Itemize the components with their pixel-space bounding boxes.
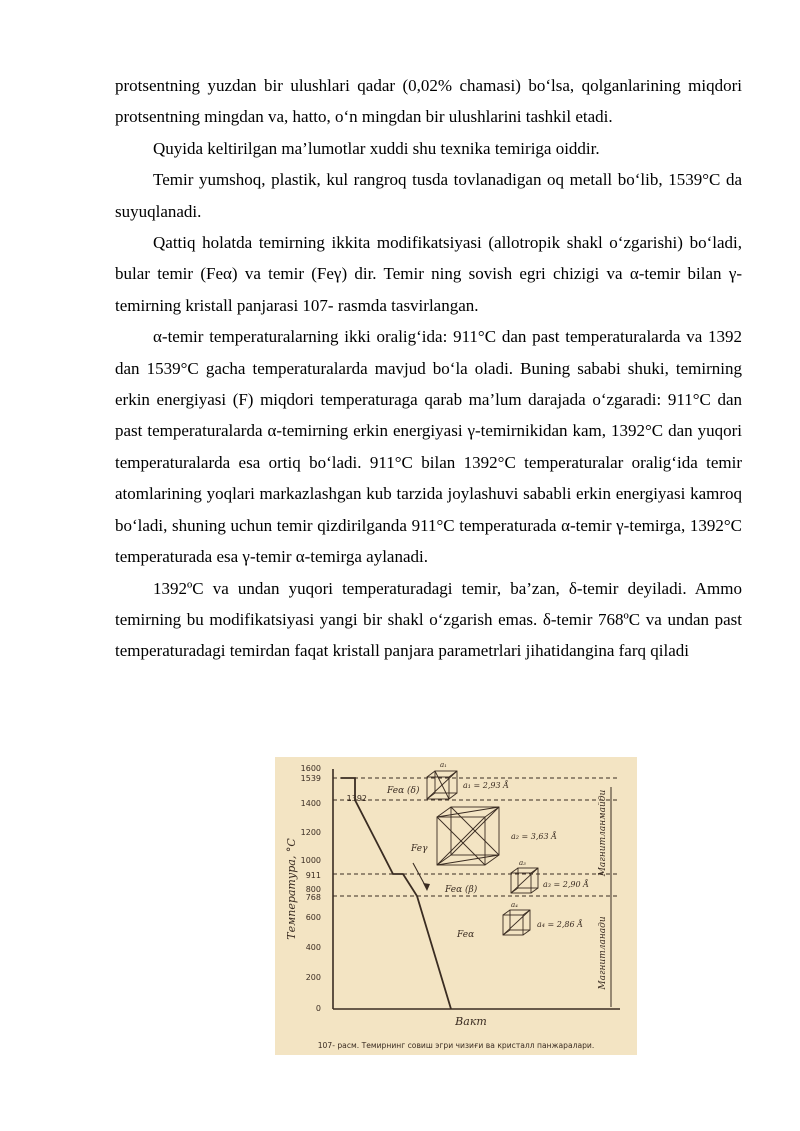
cube-tag: a₃ (519, 859, 526, 867)
lattice-label: a₂ = 3,63 Å (511, 832, 557, 841)
phase-label: Feγ (411, 844, 428, 854)
y-tick-label: 600 (305, 913, 321, 922)
cooling-curve-chart (275, 757, 637, 1055)
cube-tag: a₁ (440, 761, 447, 769)
y-tick-label: 800 (305, 885, 321, 894)
figure-107 (275, 757, 637, 1055)
right-label-bottom: Магнитланади (598, 916, 608, 990)
y-tick-label: 768 (305, 893, 321, 902)
paragraph-6: 1392ºC va undan yuqori temperaturadagi temir, ba’zan, δ-temir deyiladi. Ammo temirning bu modifikatsiyasi yangi bir shakl o‘zgarish emas. δ-temir 768ºC va undan past temperaturadagi temirdan faqat kristall panjara parametrlari jihatidangina farq qiladi (115, 578, 742, 661)
lattice-cube-3 (511, 868, 538, 893)
phase-labels (386, 785, 478, 940)
y-tick-label: 200 (305, 973, 321, 982)
lattice-label: a₁ = 2,93 Å (463, 781, 509, 790)
y-tick-label: 0 (315, 1004, 321, 1013)
body-text (115, 70, 742, 667)
lattice-label: a₄ = 2,86 Å (537, 920, 583, 929)
right-label-top: Магнитланмайди (598, 789, 608, 877)
paragraph-1: protsentning yuzdan bir ulushlari qadar (0,02% chamasi) bo‘lsa, qolganlarining miqdori protsentning mingdan va, hatto, o‘n mingdan bir ulushlarini tashkil etadi. (115, 76, 742, 127)
lattice-cube-4 (503, 910, 530, 935)
cooling-curve (341, 778, 451, 1009)
y-tick-label: 400 (305, 943, 321, 952)
y-axis-label: Температура, °С (285, 838, 298, 940)
paragraph-2: Quyida keltirilgan ma’lumotlar xuddi shu texnika temiriga oiddir. (153, 138, 600, 158)
x-axis-label: Вакт (455, 1015, 487, 1028)
y-tick-label: 1539 (300, 774, 321, 783)
arrow-head (423, 883, 430, 891)
phase-label: Feα (457, 930, 475, 940)
paragraph-3: Temir yumshoq, plastik, kul rangroq tusda tovlanadigan oq metall bo‘lib, 1539°C da suyuqlanadi. (115, 170, 742, 221)
y-tick-labels (301, 764, 367, 1013)
cube-tag: a₄ (511, 901, 518, 909)
phase-label: Feα (δ) (387, 786, 420, 796)
y-tick-label: 1000 (300, 856, 321, 865)
y-tick-label: 1400 (300, 799, 321, 808)
lattice-cube-2 (437, 807, 499, 865)
y-tick-label: 911 (305, 871, 321, 880)
figure-caption: 107- расм. Темирнинг совиш эгри чизиғи ва кристалл панжаралари. (317, 1041, 595, 1050)
lattice-cube-1 (427, 771, 457, 799)
paragraph-5: α-temir temperaturalarning ikki oralig‘ida: 911°C dan past temperaturalarda va 1392 dan 1539°C gacha temperaturalarda mavjud bo‘la oladi. Buning sababi shuki, temirning erkin energiyasi (F) miqdori temperaturaga qarab ma’lum darajada o‘zgaradi: 911°C dan past temperaturalarda α-temirning erkin energiyasi γ-temirnikidan kam, 1392°C dan yuqori temperaturalarda esa ortiq bo‘ladi. 911°C bilan 1392°C temperaturalar oralig‘ida temir atomlarining yoqlari markazlashgan kub tarzida joylashuvi sababli erkin energiyasi kamroq bo‘ladi, shuning uchun temir qizdirilganda 911°C temperaturada α-temir γ-temirga, 1392°C temperaturada esa γ-temir α-temirga aylanadi. (115, 327, 742, 567)
phase-label: Feα (β) (445, 885, 478, 895)
lattice-label: a₃ = 2,90 Å (543, 880, 589, 889)
paragraph-4: Qattiq holatda temirning ikkita modifikatsiyasi (allotropik shakl o‘zgarishi) bo‘ladi, bular temir (Feα) va temir (Feγ) dir. Temir ning sovish egri chizigi va α-temir bilan γ-temirning kristall panjarasi 107- rasmda tasvirlangan. (115, 233, 742, 315)
y-tick-label: 1392 (346, 794, 367, 803)
y-tick-label: 1200 (300, 828, 321, 837)
y-tick-label: 1600 (300, 764, 321, 773)
